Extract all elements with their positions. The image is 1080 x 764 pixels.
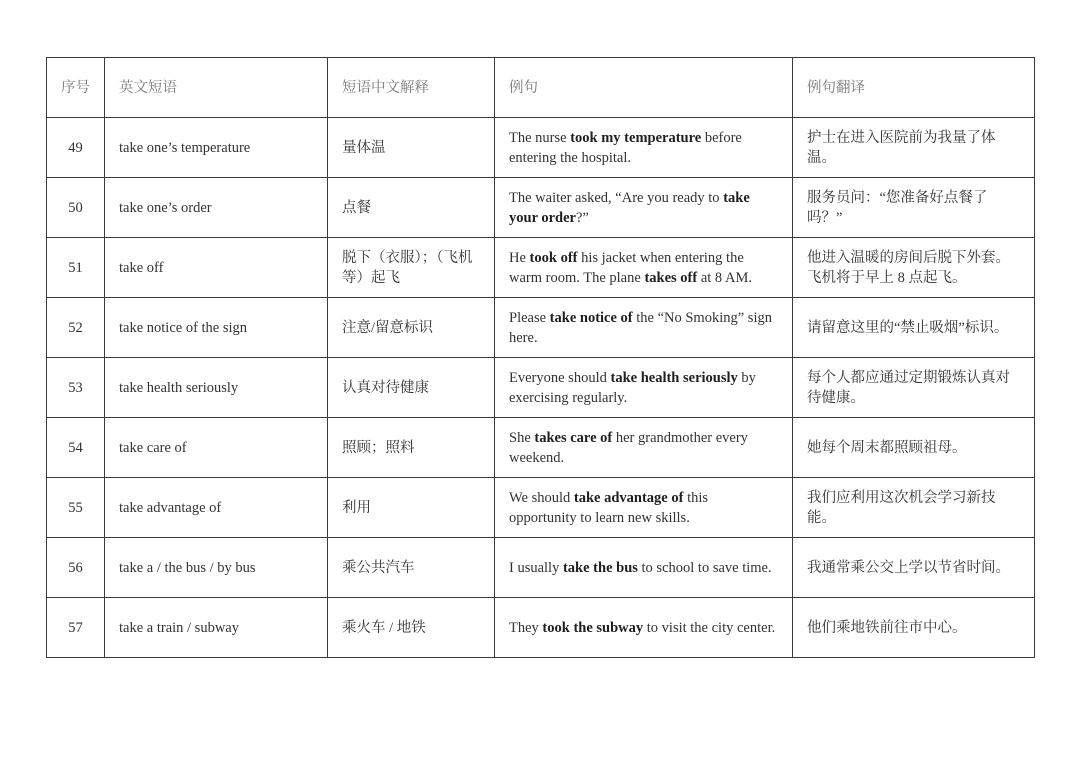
table-row — [47, 358, 1035, 418]
example-key-phrase: takes care of — [534, 429, 613, 446]
example-text: They — [509, 619, 543, 636]
example-text: We should — [509, 489, 574, 506]
table-row — [47, 478, 1035, 538]
example-text: the “No Smoking” sign here. — [509, 309, 772, 346]
example-text: his jacket when entering the warm room. The plane — [509, 249, 744, 286]
example-text: The waiter asked, “Are you ready to — [509, 189, 724, 206]
example-key-phrase: took the subway — [542, 619, 644, 636]
table-row — [47, 418, 1035, 478]
example-key-phrase: take your order — [509, 189, 750, 226]
example-sentence — [495, 118, 793, 178]
header-example-translation: 例句翻译 — [793, 58, 1035, 118]
example-text: this opportunity to learn new skills. — [509, 489, 709, 526]
chinese-meaning: 乘公共汽车 — [328, 538, 495, 598]
chinese-meaning: 脱下（衣服）；（飞机等）起飞 — [328, 238, 495, 298]
example-sentence — [495, 538, 793, 598]
english-phrase: take advantage of — [105, 478, 328, 538]
row-number: 57 — [47, 598, 105, 658]
row-number: 49 — [47, 118, 105, 178]
example-key-phrase: took off — [529, 249, 578, 266]
english-phrase: take health seriously — [105, 358, 328, 418]
chinese-meaning: 注意/留意标识 — [328, 298, 495, 358]
header-number: 序号 — [47, 58, 105, 118]
example-translation: 服务员问：“您准备好点餐了吗？” — [793, 178, 1035, 238]
example-sentence — [495, 358, 793, 418]
example-sentence — [495, 178, 793, 238]
example-text: to visit the city center. — [643, 619, 776, 636]
example-text: She — [509, 429, 535, 446]
vocabulary-table — [46, 57, 1035, 658]
table-row — [47, 598, 1035, 658]
row-number: 54 — [47, 418, 105, 478]
example-key-phrase: take the bus — [562, 559, 638, 576]
header-example-sentence: 例句 — [495, 58, 793, 118]
example-text: at 8 AM. — [697, 269, 752, 286]
example-translation: 她每个周末都照顾祖母。 — [793, 418, 1035, 478]
english-phrase: take off — [105, 238, 328, 298]
header-english-phrase: 英文短语 — [105, 58, 328, 118]
example-text: to school to save time. — [637, 559, 772, 576]
example-text: Everyone should — [509, 369, 611, 386]
example-translation: 每个人都应通过定期锻炼认真对待健康。 — [793, 358, 1035, 418]
example-translation: 我通常乘公交上学以节省时间。 — [793, 538, 1035, 598]
example-text: The nurse — [509, 129, 571, 146]
example-translation: 我们应利用这次机会学习新技能。 — [793, 478, 1035, 538]
example-translation: 护士在进入医院前为我量了体温。 — [793, 118, 1035, 178]
row-number: 50 — [47, 178, 105, 238]
example-key-phrase: take health seriously — [610, 369, 738, 386]
english-phrase: take notice of the sign — [105, 298, 328, 358]
row-number: 55 — [47, 478, 105, 538]
english-phrase: take one’s temperature — [105, 118, 328, 178]
example-text: I usually — [509, 559, 563, 576]
row-number: 52 — [47, 298, 105, 358]
chinese-meaning: 量体温 — [328, 118, 495, 178]
example-sentence — [495, 418, 793, 478]
example-text: her grandmother every weekend. — [509, 429, 748, 466]
row-number: 51 — [47, 238, 105, 298]
row-number: 56 — [47, 538, 105, 598]
example-sentence — [495, 598, 793, 658]
example-key-phrase: take notice of — [549, 309, 633, 326]
english-phrase: take a train / subway — [105, 598, 328, 658]
example-key-phrase: took my temperature — [570, 129, 702, 146]
chinese-meaning: 照顾；照料 — [328, 418, 495, 478]
table-row — [47, 298, 1035, 358]
table-row — [47, 538, 1035, 598]
table-row — [47, 178, 1035, 238]
example-key-phrase: take advantage of — [573, 489, 684, 506]
example-translation: 他们乘地铁前往市中心。 — [793, 598, 1035, 658]
table-row — [47, 238, 1035, 298]
example-translation: 请留意这里的“禁止吸烟”标识。 — [793, 298, 1035, 358]
chinese-meaning: 利用 — [328, 478, 495, 538]
english-phrase: take care of — [105, 418, 328, 478]
chinese-meaning: 认真对待健康 — [328, 358, 495, 418]
example-key-phrase: takes off — [644, 269, 698, 286]
chinese-meaning: 点餐 — [328, 178, 495, 238]
header-row — [47, 58, 1035, 118]
example-text: by exercising regularly. — [509, 369, 756, 406]
table-row — [47, 118, 1035, 178]
english-phrase: take one’s order — [105, 178, 328, 238]
example-text: Please — [509, 309, 550, 326]
header-chinese-meaning: 短语中文解释 — [328, 58, 495, 118]
example-sentence — [495, 298, 793, 358]
row-number: 53 — [47, 358, 105, 418]
example-translation: 他进入温暖的房间后脱下外套。飞机将于早上 8 点起飞。 — [793, 238, 1035, 298]
example-text: before entering the hospital. — [509, 129, 742, 166]
example-sentence — [495, 238, 793, 298]
english-phrase: take a / the bus / by bus — [105, 538, 328, 598]
example-text: He — [509, 249, 530, 266]
example-text: ?” — [576, 209, 589, 226]
chinese-meaning: 乘火车 / 地铁 — [328, 598, 495, 658]
example-sentence — [495, 478, 793, 538]
